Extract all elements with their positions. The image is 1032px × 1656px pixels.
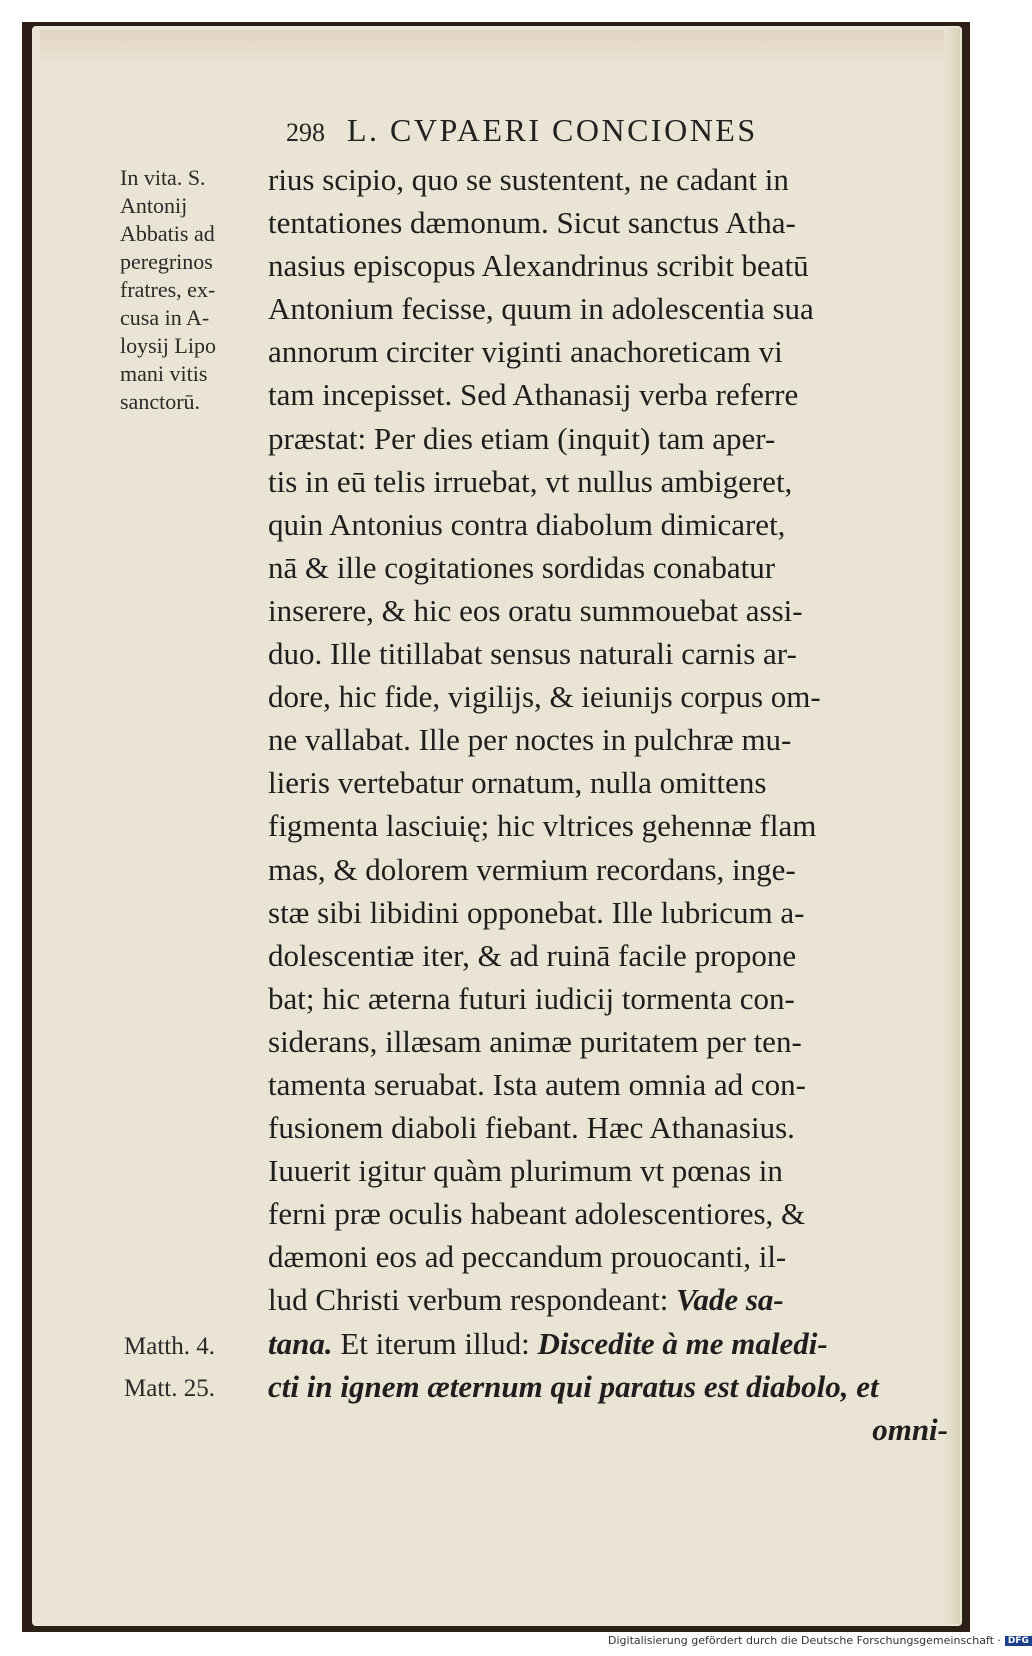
margin-note-line: peregrinos [120, 249, 213, 274]
text-line: Antonium fecisse, quum in adolescentia sua [268, 291, 814, 327]
text-line: siderans, illæsam animæ puritatem per ten- [268, 1023, 802, 1059]
text-line: tam incepisset. Sed Athanasij verba referre [268, 377, 799, 413]
margin-note-line: Antonij [120, 193, 188, 218]
margin-note-line: In vita. S. [120, 165, 206, 190]
text-line: inserere, & hic eos oratu summouebat assi- [268, 592, 803, 628]
text-line: mas, & dolorem vermium recordans, inge- [268, 851, 796, 887]
text-line: cti in ignem æternum qui paratus est diabolo, et [268, 1368, 879, 1404]
dfg-logo-icon: DFG [1005, 1636, 1032, 1646]
running-header [286, 112, 758, 149]
italic-segment: tana. [268, 1325, 333, 1361]
margin-ref: Matt. 25. [124, 1375, 215, 1402]
margin-note-line: mani vitis [120, 361, 208, 386]
margin-note [120, 164, 270, 416]
margin-ref: Matth. 4. [124, 1333, 215, 1360]
text-line: fusionem diaboli fiebant. Hæc Athanasius. [268, 1110, 795, 1146]
text-segment: Et iterum illud: [332, 1325, 538, 1361]
text-line: præstat: Per dies etiam (inquit) tam aper- [268, 420, 776, 456]
text-line: dæmoni eos ad peccandum prouocanti, il- [268, 1239, 787, 1275]
text-line: tamenta seruabat. Ista autem omnia ad con- [268, 1066, 806, 1102]
text-line: stæ sibi libidini opponebat. Ille lubricum a- [268, 894, 805, 930]
margin-note-line: fratres, ex- [120, 277, 216, 302]
text-line: nā & ille cogitationes sordidas conabatur [268, 549, 776, 585]
margin-note-line: loysij Lipo [120, 333, 216, 358]
text-line: Iuuerit igitur quàm plurimum vt pœnas in [268, 1153, 783, 1189]
text-line: dore, hic fide, vigilijs, & ieiunijs corpus om- [268, 679, 821, 715]
margin-note-line: sanctorū. [120, 389, 201, 414]
digitization-footer [608, 1634, 1032, 1647]
page-stain [40, 30, 950, 64]
page-number: 298 [286, 118, 325, 147]
text-line: dolescentiæ iter, & ad ruinā facile propone [268, 937, 797, 973]
text-line: quin Antonius contra diabolum dimicaret, [268, 506, 786, 542]
footer-text: Digitalisierung gefördert durch die Deutsche Forschungsgemeinschaft · [608, 1634, 1001, 1647]
text-line: lieris vertebatur ornatum, nulla omittens [268, 765, 767, 801]
text-line: annorum circiter viginti anachoreticam vi [268, 334, 783, 370]
running-title: L. CVPAERI CONCIONES [347, 112, 758, 148]
margin-references [124, 1326, 215, 1410]
text-line: tis in eū telis irruebat, vt nullus ambigeret, [268, 463, 793, 499]
margin-note-line: Abbatis ad [120, 221, 215, 246]
text-line: bat; hic æterna futuri iudicij tormenta con- [268, 980, 795, 1016]
text-line: nasius episcopus Alexandrinus scribit beatū [268, 248, 809, 284]
margin-note-line: cusa in A- [120, 305, 210, 330]
text-line: ne vallabat. Ille per noctes in pulchræ mu- [268, 722, 792, 758]
text-line: duo. Ille titillabat sensus naturali carnis ar- [268, 636, 797, 672]
catchword: omni- [872, 1411, 948, 1447]
text-line: rius scipio, quo se sustentent, ne cadant in [268, 162, 789, 197]
italic-segment: Discedite à me maledi- [537, 1325, 828, 1361]
text-line: tentationes dæmonum. Sicut sanctus Atha- [268, 205, 796, 241]
text-line [268, 1278, 948, 1321]
text-line [268, 1322, 948, 1365]
text-line: ferni præ oculis habeant adolescentiores, & [268, 1196, 806, 1232]
italic-segment: Vade sa- [676, 1282, 784, 1318]
text-segment: lud Christi verbum respondeant: [268, 1282, 669, 1318]
text-line: figmenta lasciuię; hic vltrices gehennæ flam [268, 808, 817, 844]
body-text [268, 158, 948, 1451]
